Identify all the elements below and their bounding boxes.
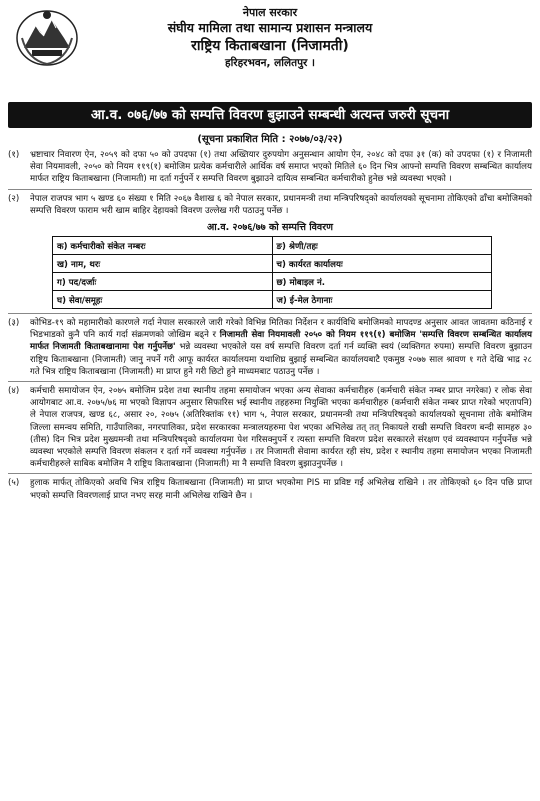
office-address: हरिहरभवन, ललितपुर । [225,57,315,69]
paragraph-number: (२) [8,193,20,204]
nepal-emblem-icon [14,8,80,68]
paragraph-1 [8,149,532,186]
paragraph-text: कोभिड-१९ को महामारीको कारणले गर्दा नेपाल सरकारले जारी गरेको विभिन्न मितिका निर्देशन र कार्यविधि बमोजिमको मापदण्ड अनुसार आवत जावतमा कठिनाई र भिडभाडको कुनै पनि कार्य गर्दा संक्रमणको जोखिम बढ्ने र [30,318,532,341]
letterhead [8,6,532,98]
paragraph-3 [8,317,532,378]
paragraph-text: भ्रष्टाचार निवारण ऐन, २०५९ को दफा ५० को उपदफा (१) तथा अख्तियार दुरुपयोग अनुसन्धान आयोग ऐन, २०४८ को दफा ३१ (क) को उपदफा (१) र निजामती सेवा नियमावली, २०५० को नियम ११९(१) बमोजिम प्रत्येक कर्मचारीले आर्थिक वर्ष समाप्त भएको मितिले ६० दिन भित्र आफ्नो सम्पत्ति विवरण सम्बन्धित कार्यालय मार्फत राष्ट्रिय किताबखाना (निजामती) मा दर्ता गर्नुपर्ने र सम्पत्ति विवरण बुझाउने दायित्व सम्बन्धित कर्मचारीको हुनेछ भन्ने व्यवस्था भएको । [30,150,532,185]
notice-title: आ.व. ०७६/७७ को सम्पत्ति विवरण बुझाउने सम्बन्धी अत्यन्त जरुरी सूचना [8,102,532,128]
paragraph-text: भन्ने व्यवस्था भएकोले यस वर्ष सम्पत्ति विवरण दर्ता गर्न व्यक्ति स्वयं (व्यक्तिगत रुपमा) सम्पत्ति विवरण बुझाउन राष्ट्रिय किताबखाना (निजामती) जानु नपर्ने गरी आफू कार्यरत कार्यालयमा यथाशिघ्र बुझाई सम्बन्धित कार्यालयबाटै एकमुष्ठ २०७७ साल श्रावण १ गते देखि भाद्र २८ गते भित्र राष्ट्रिय किताबखाना (निजामती) मा प्राप्त हुने गरी छिटो हुने माध्यमबाट पठाउनु पर्नेछ । [30,342,532,377]
paragraph-number: (१) [8,150,20,160]
table-row [53,291,492,309]
paragraph-emphasis: निजामती सेवा नियमावली २०५० को नियम ११९(१) बमोजिम 'सम्पत्ति विवरण सम्बन्धित कार्यालय मार्फत निजामती किताबखानामा पेश गर्नुपर्नेछ' [30,330,532,353]
paragraph-text: कर्मचारी समायोजन ऐन, २०७५ बमोजिम प्रदेश तथा स्थानीय तहमा समायोजन भएका अन्य सेवाका कर्मचारीहरु (कर्मचारी संकेत नम्बर प्राप्त नगरेका) र लोक सेवा आयोगबाट आ.व. २०७५/७६ मा भएको विज्ञापन अनुसार सिफारिस भई स्थानीय तहहरुमा नियुक्ति भएका कर्मचारीहरु (कर्मचारी संकेत नम्बर प्राप्त गरेको भएतापनि) ले नेपाल राजपत्र, खण्ड ६८, असार २०, २०७५ (अतिरिक्तांक ११) भाग ५, नेपाल सरकार, प्रधानमन्त्री तथा मन्त्रिपरिषद्को कार्यालयको सूचनामा तोके बमोजिम जिल्ला समन्वय समिति, गाउँपालिका, नगरपालिका, प्रदेश सरकारका मन्त्रालयहरुमा पेश भएका अभिलेख तत् तत् निकायले राखी सम्पत्ति विवरण बन्दी सामहरु ३० (तीस) दिन भित्र प्रदेश मुख्यमन्त्री तथा मन्त्रिपरिषद्को कार्यालयमा पेश गरिसक्नुपर्ने र त्यस्ता सम्पत्ति विवरण प्रदेश सरकारले संरक्षण एवं व्यवस्थापन गर्नुपर्नेछ भन्ने व्यवस्था भएकोले सम्पत्ति विवरण संकलन र दर्ता गर्ने व्यवस्था गर्नुपर्नेछ । तर निजामती सेवामा कार्यरत रही संघ, प्रदेश र स्थानीय तहमा समायोजन भएका निजामती कर्मचारीहरुले साबिक बमोजिम नै राष्ट्रिय किताबखाना (निजामती) मा नै सम्पत्ति विवरण बुझाउनुपर्नेछ । [30,386,532,470]
paragraph-number: (४) [8,386,20,397]
table-cell: ख) नाम, थरः [53,255,273,273]
government-name: नेपाल सरकार [242,6,298,19]
office-name: राष्ट्रिय किताबखाना (निजामती) [191,38,349,54]
table-cell: ज) ई-मेल ठेगानाः [272,291,492,309]
paragraph-text: हुलाक मार्फत् तोकिएको अवधि भित्र राष्ट्रिय किताबखाना (निजामती) मा प्राप्त भएकोमा PIS मा प्रविष्ट गर्ई अभिलेख राखिने । तर तोकिएको ६० दिन पछि प्राप्त भएको सम्पत्ति विवरणलाई प्राप्त नभए सरह मानी अभिलेख राखिने छैन । [30,478,532,501]
divider [8,313,532,314]
table-cell: घ) सेवा/समूहः [53,291,273,309]
table-cell: छ) मोबाइल नं. [272,273,492,291]
paragraph-5 [8,477,532,501]
paragraph-number: (३) [8,318,20,329]
table-row [53,237,492,255]
table-row [53,255,492,273]
table-cell: ग) पद/दर्जाः [53,273,273,291]
paragraph-2 [8,193,532,217]
table-row [53,273,492,291]
paragraph-number: (५) [8,478,20,489]
asset-details-table [52,236,492,309]
table-cell: च) कार्यरत कार्यालयः [272,255,492,273]
divider [8,189,532,190]
paragraph-text: नेपाल राजपत्र भाग ५ खण्ड ६० संख्या १ मिति २०६७ वैशाख ६ को नेपाल सरकार, प्रधानमन्त्री तथा मन्त्रिपरिषद्को कार्यालयको सूचनामा तोकिएको ढाँचा बमोजिमको सम्पत्ति विवरण फाराम भरी खाम बाहिर देहायको विवरण उल्लेख गरी पठाउनु पर्नेछ । [30,193,532,216]
divider [8,473,532,474]
table-cell: ङ) श्रेणी/तहः [272,237,492,255]
table-cell: क) कर्मचारीको संकेत नम्बरः [53,237,273,255]
ministry-name: संघीय मामिला तथा सामान्य प्रशासन मन्त्रालय [167,20,373,35]
paragraph-4 [8,385,532,470]
form-table-title: आ.व. २०७६/७७ को सम्पत्ति विवरण [207,222,333,234]
publish-date: (सूचना प्रकाशित मिति : २०७७/०३/२२) [197,134,343,145]
divider [8,381,532,382]
